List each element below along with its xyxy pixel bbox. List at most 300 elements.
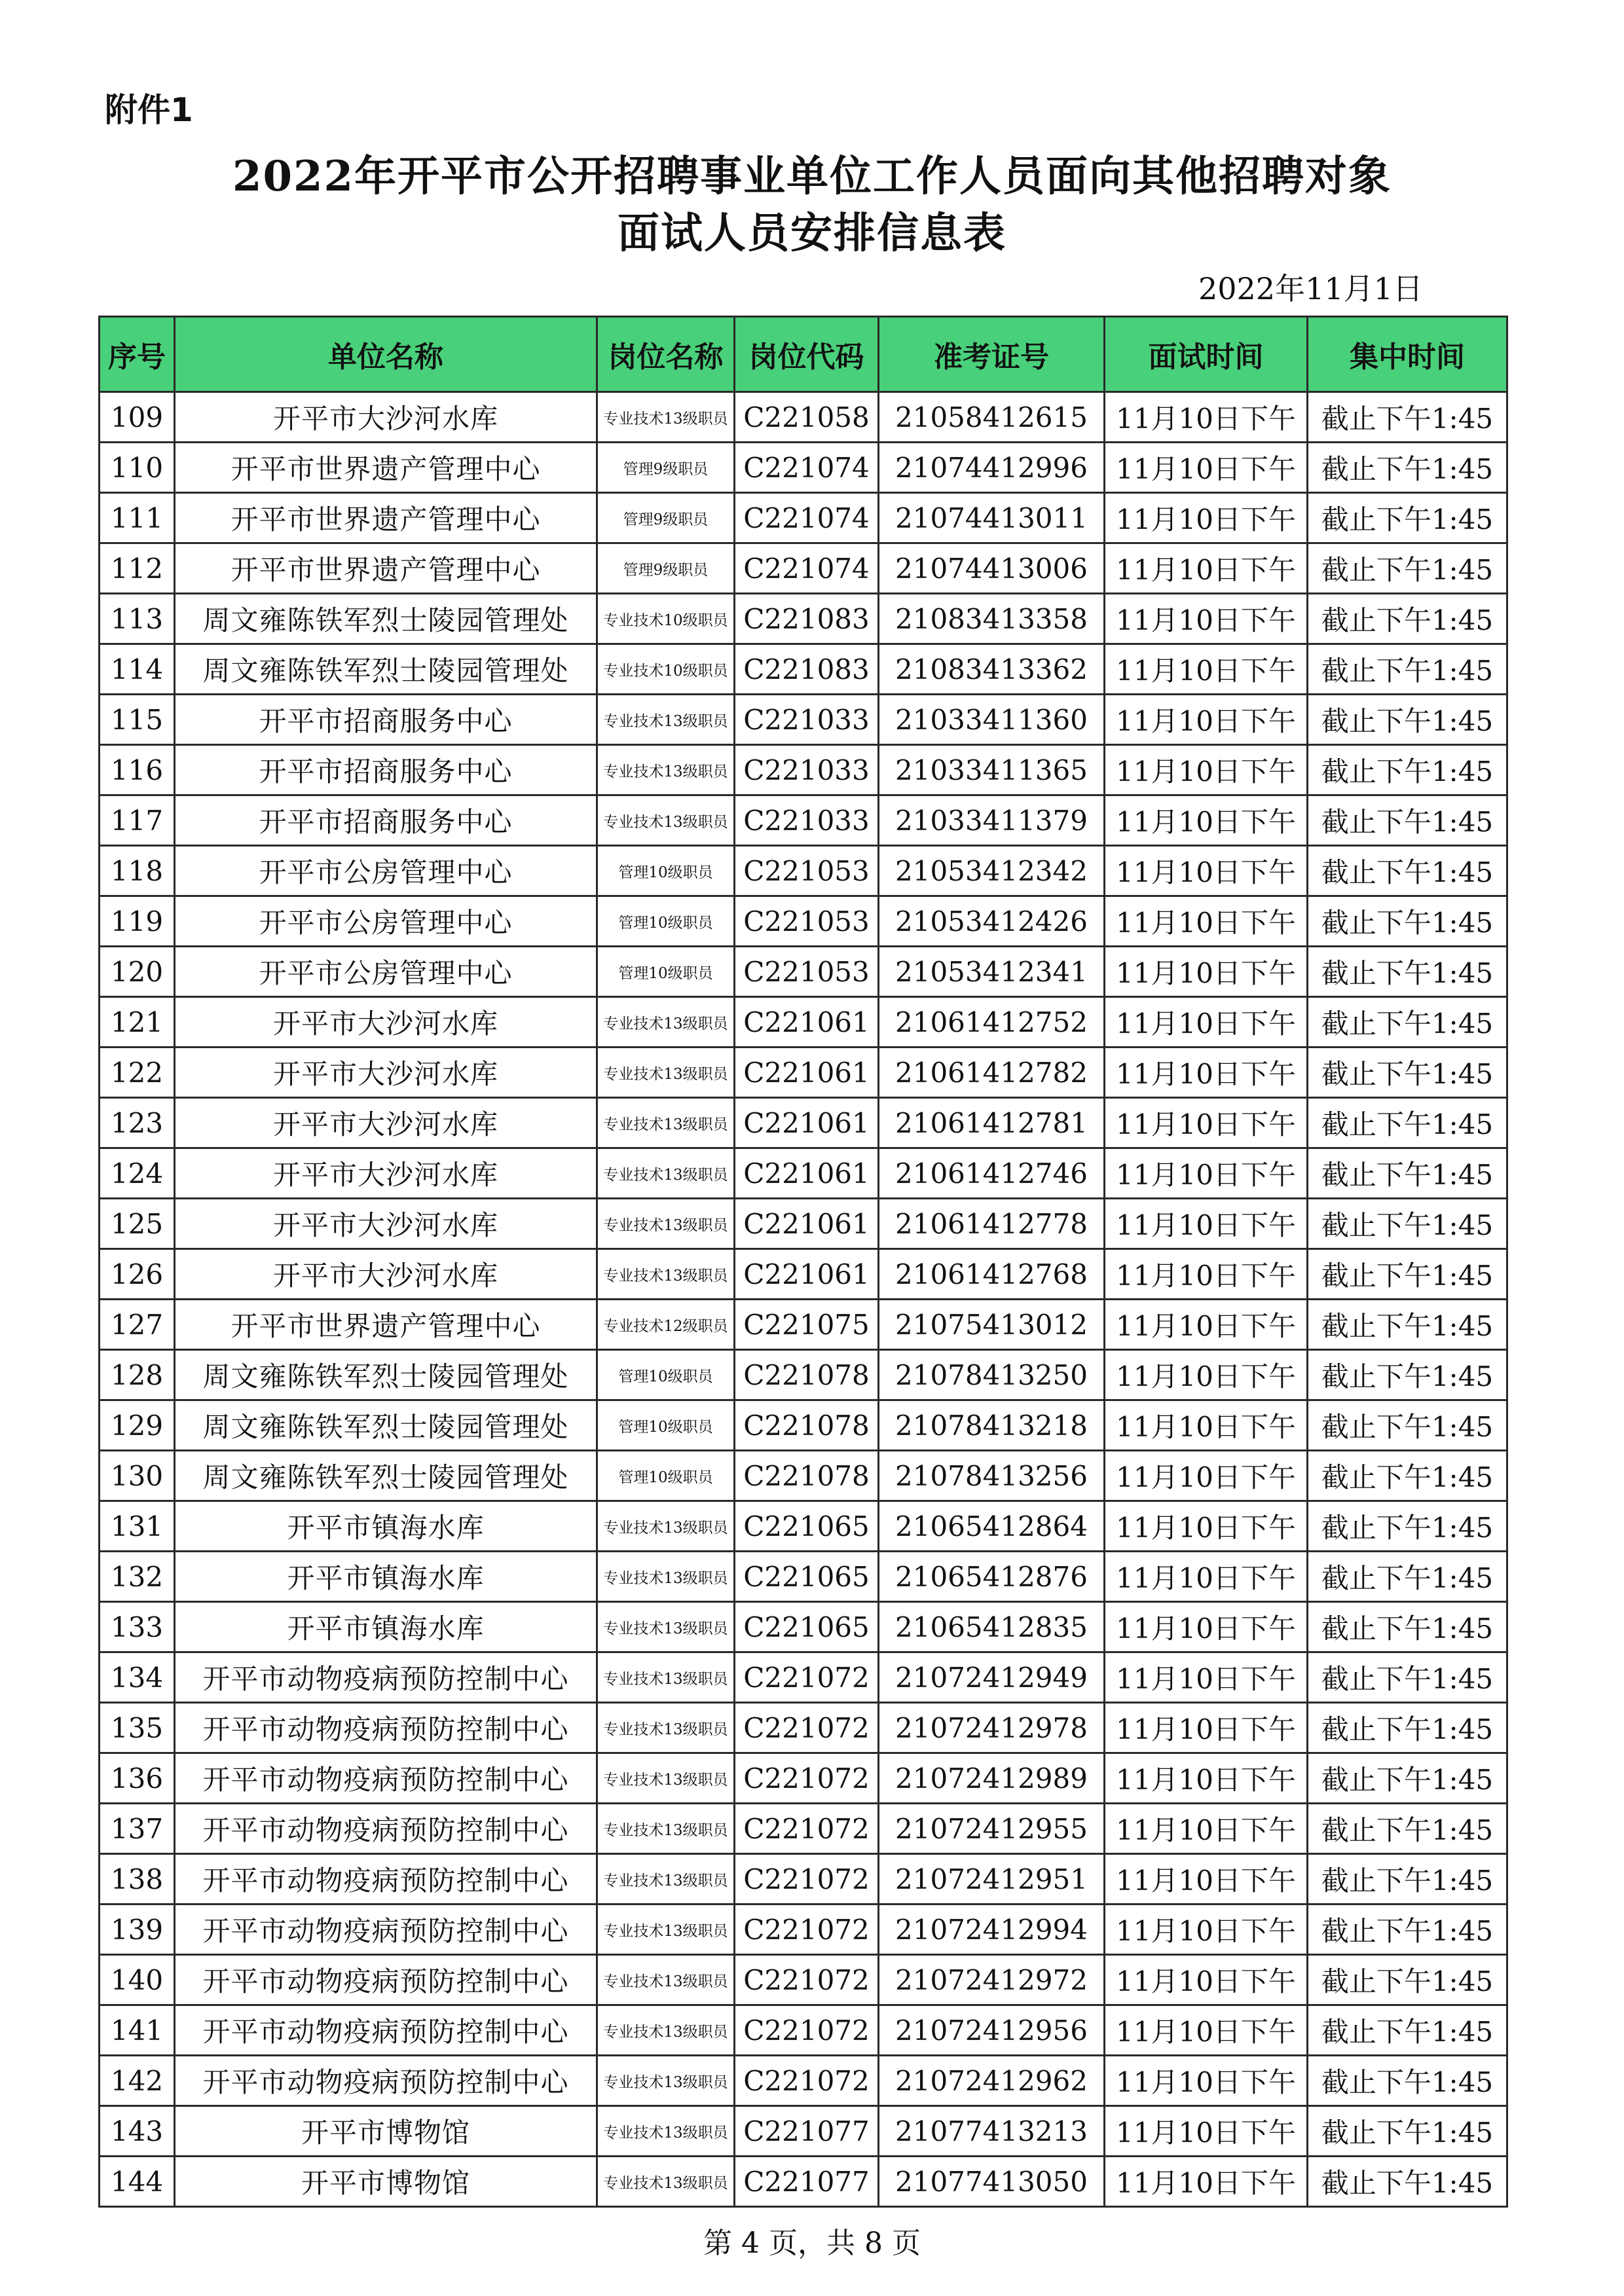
- cell-position-name: 专业技术13级职员: [597, 1552, 735, 1602]
- header-admission-number: 准考证号: [879, 317, 1105, 392]
- cell-assembly-time: 截止下午1:45: [1308, 1199, 1507, 1249]
- cell-position-code: C221072: [735, 2056, 879, 2106]
- table-row: [100, 1602, 1507, 1652]
- header-index: 序号: [100, 317, 175, 392]
- table-row: [100, 2005, 1507, 2056]
- cell-assembly-time: 截止下午1:45: [1308, 443, 1507, 493]
- cell-interview-time: 11月10日下午: [1105, 1249, 1308, 1300]
- table-row: [100, 392, 1507, 443]
- header-position-name: 岗位名称: [597, 317, 735, 392]
- cell-interview-time: 11月10日下午: [1105, 1451, 1308, 1501]
- cell-admission-number: 21074413006: [879, 543, 1105, 594]
- cell-interview-time: 11月10日下午: [1105, 2157, 1308, 2207]
- cell-unit-name: 开平市动物疫病预防控制中心: [175, 2005, 597, 2056]
- table-row: [100, 1904, 1507, 1955]
- table-row: [100, 1400, 1507, 1451]
- cell-index: 124: [100, 1148, 175, 1199]
- page-footer: 第 4 页，共 8 页: [703, 2227, 921, 2260]
- cell-index: 119: [100, 896, 175, 947]
- cell-assembly-time: 截止下午1:45: [1308, 493, 1507, 543]
- cell-interview-time: 11月10日下午: [1105, 1753, 1308, 1804]
- cell-position-name: 专业技术13级职员: [597, 1652, 735, 1703]
- cell-index: 142: [100, 2056, 175, 2106]
- cell-index: 112: [100, 543, 175, 594]
- cell-unit-name: 开平市大沙河水库: [175, 1098, 597, 1148]
- cell-interview-time: 11月10日下午: [1105, 1703, 1308, 1753]
- cell-interview-time: 11月10日下午: [1105, 745, 1308, 795]
- table-row: [100, 947, 1507, 997]
- cell-index: 110: [100, 443, 175, 493]
- cell-admission-number: 21065412864: [879, 1501, 1105, 1552]
- cell-interview-time: 11月10日下午: [1105, 1804, 1308, 1854]
- cell-assembly-time: 截止下午1:45: [1308, 745, 1507, 795]
- cell-index: 113: [100, 594, 175, 644]
- cell-assembly-time: 截止下午1:45: [1308, 2005, 1507, 2056]
- cell-assembly-time: 截止下午1:45: [1308, 1350, 1507, 1400]
- table-row: [100, 1552, 1507, 1602]
- cell-index: 111: [100, 493, 175, 543]
- cell-admission-number: 21072412978: [879, 1703, 1105, 1753]
- cell-assembly-time: 截止下午1:45: [1308, 1804, 1507, 1854]
- cell-assembly-time: 截止下午1:45: [1308, 1602, 1507, 1652]
- cell-unit-name: 开平市公房管理中心: [175, 846, 597, 896]
- cell-assembly-time: 截止下午1:45: [1308, 695, 1507, 745]
- cell-admission-number: 21033411360: [879, 695, 1105, 745]
- cell-interview-time: 11月10日下午: [1105, 695, 1308, 745]
- cell-position-code: C221061: [735, 1199, 879, 1249]
- table-row: [100, 1753, 1507, 1804]
- cell-admission-number: 21072412972: [879, 1955, 1105, 2005]
- cell-interview-time: 11月10日下午: [1105, 1955, 1308, 2005]
- table-row: [100, 1048, 1507, 1098]
- cell-interview-time: 11月10日下午: [1105, 2056, 1308, 2106]
- cell-interview-time: 11月10日下午: [1105, 594, 1308, 644]
- cell-admission-number: 21072412951: [879, 1854, 1105, 1904]
- table-row: [100, 1249, 1507, 1300]
- cell-assembly-time: 截止下午1:45: [1308, 1300, 1507, 1350]
- cell-position-name: 专业技术10级职员: [597, 644, 735, 695]
- cell-position-code: C221061: [735, 1098, 879, 1148]
- cell-interview-time: 11月10日下午: [1105, 1854, 1308, 1904]
- cell-admission-number: 21077413050: [879, 2157, 1105, 2207]
- cell-unit-name: 开平市镇海水库: [175, 1501, 597, 1552]
- cell-interview-time: 11月10日下午: [1105, 1552, 1308, 1602]
- cell-position-name: 管理10级职员: [597, 846, 735, 896]
- cell-interview-time: 11月10日下午: [1105, 1350, 1308, 1400]
- cell-position-name: 专业技术10级职员: [597, 594, 735, 644]
- cell-position-code: C221033: [735, 695, 879, 745]
- cell-position-name: 专业技术13级职员: [597, 1854, 735, 1904]
- table-row: [100, 1501, 1507, 1552]
- cell-position-code: C221077: [735, 2157, 879, 2207]
- attachment-label: 附件1: [105, 91, 193, 129]
- table-row: [100, 695, 1507, 745]
- cell-interview-time: 11月10日下午: [1105, 1652, 1308, 1703]
- cell-admission-number: 21061412781: [879, 1098, 1105, 1148]
- header-position-code: 岗位代码: [735, 317, 879, 392]
- cell-assembly-time: 截止下午1:45: [1308, 795, 1507, 846]
- cell-position-code: C221072: [735, 1703, 879, 1753]
- table-header-row: [100, 317, 1507, 392]
- cell-interview-time: 11月10日下午: [1105, 846, 1308, 896]
- cell-index: 120: [100, 947, 175, 997]
- cell-index: 128: [100, 1350, 175, 1400]
- cell-position-name: 管理10级职员: [597, 896, 735, 947]
- cell-interview-time: 11月10日下午: [1105, 543, 1308, 594]
- cell-admission-number: 21072412956: [879, 2005, 1105, 2056]
- cell-position-name: 管理9级职员: [597, 493, 735, 543]
- cell-unit-name: 开平市动物疫病预防控制中心: [175, 1854, 597, 1904]
- cell-position-code: C221078: [735, 1451, 879, 1501]
- cell-admission-number: 21061412768: [879, 1249, 1105, 1300]
- cell-position-code: C221077: [735, 2106, 879, 2157]
- cell-assembly-time: 截止下午1:45: [1308, 594, 1507, 644]
- cell-unit-name: 开平市公房管理中心: [175, 896, 597, 947]
- cell-position-name: 专业技术13级职员: [597, 2005, 735, 2056]
- cell-unit-name: 开平市动物疫病预防控制中心: [175, 1703, 597, 1753]
- cell-unit-name: 开平市镇海水库: [175, 1602, 597, 1652]
- cell-index: 133: [100, 1602, 175, 1652]
- table-row: [100, 1350, 1507, 1400]
- cell-index: 116: [100, 745, 175, 795]
- cell-assembly-time: 截止下午1:45: [1308, 1400, 1507, 1451]
- cell-index: 127: [100, 1300, 175, 1350]
- cell-unit-name: 周文雍陈铁军烈士陵园管理处: [175, 1350, 597, 1400]
- cell-position-code: C221065: [735, 1602, 879, 1652]
- cell-assembly-time: 截止下午1:45: [1308, 1451, 1507, 1501]
- cell-assembly-time: 截止下午1:45: [1308, 1501, 1507, 1552]
- cell-index: 139: [100, 1904, 175, 1955]
- cell-position-code: C221072: [735, 1804, 879, 1854]
- cell-interview-time: 11月10日下午: [1105, 493, 1308, 543]
- cell-unit-name: 开平市动物疫病预防控制中心: [175, 2056, 597, 2106]
- cell-unit-name: 开平市世界遗产管理中心: [175, 543, 597, 594]
- cell-position-name: 专业技术13级职员: [597, 1501, 735, 1552]
- cell-unit-name: 开平市动物疫病预防控制中心: [175, 1955, 597, 2005]
- cell-index: 130: [100, 1451, 175, 1501]
- cell-position-name: 专业技术13级职员: [597, 1148, 735, 1199]
- cell-interview-time: 11月10日下午: [1105, 947, 1308, 997]
- cell-index: 121: [100, 997, 175, 1048]
- cell-index: 122: [100, 1048, 175, 1098]
- cell-admission-number: 21061412752: [879, 997, 1105, 1048]
- cell-admission-number: 21065412876: [879, 1552, 1105, 1602]
- cell-position-code: C221074: [735, 543, 879, 594]
- cell-position-code: C221033: [735, 795, 879, 846]
- cell-index: 141: [100, 2005, 175, 2056]
- cell-position-code: C221072: [735, 1854, 879, 1904]
- table-row: [100, 1955, 1507, 2005]
- table-row: [100, 997, 1507, 1048]
- cell-position-name: 管理9级职员: [597, 443, 735, 493]
- header-interview-time: 面试时间: [1105, 317, 1308, 392]
- table-row: [100, 543, 1507, 594]
- cell-interview-time: 11月10日下午: [1105, 1400, 1308, 1451]
- cell-assembly-time: 截止下午1:45: [1308, 644, 1507, 695]
- cell-admission-number: 21058412615: [879, 392, 1105, 443]
- cell-position-code: C221074: [735, 493, 879, 543]
- cell-interview-time: 11月10日下午: [1105, 997, 1308, 1048]
- cell-position-code: C221072: [735, 1753, 879, 1804]
- document-title-line-1: 2022年开平市公开招聘事业单位工作人员面向其他招聘对象: [232, 152, 1392, 201]
- cell-assembly-time: 截止下午1:45: [1308, 1249, 1507, 1300]
- cell-interview-time: 11月10日下午: [1105, 1048, 1308, 1098]
- cell-unit-name: 开平市动物疫病预防控制中心: [175, 1753, 597, 1804]
- cell-index: 115: [100, 695, 175, 745]
- cell-index: 123: [100, 1098, 175, 1148]
- table-row: [100, 594, 1507, 644]
- cell-position-name: 专业技术13级职员: [597, 795, 735, 846]
- cell-assembly-time: 截止下午1:45: [1308, 947, 1507, 997]
- cell-unit-name: 周文雍陈铁军烈士陵园管理处: [175, 594, 597, 644]
- document-date: 2022年11月1日: [1198, 271, 1423, 306]
- cell-position-name: 专业技术13级职员: [597, 2106, 735, 2157]
- cell-unit-name: 周文雍陈铁军烈士陵园管理处: [175, 1451, 597, 1501]
- cell-interview-time: 11月10日下午: [1105, 896, 1308, 947]
- cell-interview-time: 11月10日下午: [1105, 1300, 1308, 1350]
- table-row: [100, 1098, 1507, 1148]
- table-row: [100, 1652, 1507, 1703]
- cell-admission-number: 21061412782: [879, 1048, 1105, 1098]
- cell-position-code: C221053: [735, 846, 879, 896]
- cell-position-name: 专业技术13级职员: [597, 997, 735, 1048]
- cell-position-name: 管理10级职员: [597, 1400, 735, 1451]
- table-row: [100, 1300, 1507, 1350]
- cell-admission-number: 21078413218: [879, 1400, 1105, 1451]
- cell-unit-name: 开平市博物馆: [175, 2157, 597, 2207]
- cell-unit-name: 开平市大沙河水库: [175, 997, 597, 1048]
- cell-admission-number: 21075413012: [879, 1300, 1105, 1350]
- interview-schedule-table: [98, 316, 1508, 2208]
- cell-admission-number: 21078413250: [879, 1350, 1105, 1400]
- cell-unit-name: 开平市世界遗产管理中心: [175, 1300, 597, 1350]
- table-row: [100, 1148, 1507, 1199]
- cell-unit-name: 开平市镇海水库: [175, 1552, 597, 1602]
- cell-assembly-time: 截止下午1:45: [1308, 1703, 1507, 1753]
- cell-interview-time: 11月10日下午: [1105, 443, 1308, 493]
- cell-position-name: 专业技术13级职员: [597, 392, 735, 443]
- cell-position-code: C221074: [735, 443, 879, 493]
- cell-unit-name: 开平市动物疫病预防控制中心: [175, 1652, 597, 1703]
- cell-assembly-time: 截止下午1:45: [1308, 1048, 1507, 1098]
- table-row: [100, 795, 1507, 846]
- cell-interview-time: 11月10日下午: [1105, 392, 1308, 443]
- cell-assembly-time: 截止下午1:45: [1308, 1904, 1507, 1955]
- table-row: [100, 896, 1507, 947]
- cell-unit-name: 开平市招商服务中心: [175, 745, 597, 795]
- cell-interview-time: 11月10日下午: [1105, 1602, 1308, 1652]
- cell-position-name: 管理10级职员: [597, 1350, 735, 1400]
- table-row: [100, 1199, 1507, 1249]
- cell-assembly-time: 截止下午1:45: [1308, 1552, 1507, 1602]
- cell-position-code: C221033: [735, 745, 879, 795]
- cell-position-code: C221061: [735, 1249, 879, 1300]
- cell-position-code: C221083: [735, 644, 879, 695]
- cell-index: 138: [100, 1854, 175, 1904]
- cell-admission-number: 21078413256: [879, 1451, 1105, 1501]
- cell-position-name: 专业技术13级职员: [597, 1048, 735, 1098]
- cell-unit-name: 开平市大沙河水库: [175, 1199, 597, 1249]
- cell-unit-name: 开平市大沙河水库: [175, 1148, 597, 1199]
- cell-assembly-time: 截止下午1:45: [1308, 1955, 1507, 2005]
- cell-unit-name: 周文雍陈铁军烈士陵园管理处: [175, 1400, 597, 1451]
- cell-interview-time: 11月10日下午: [1105, 1904, 1308, 1955]
- cell-unit-name: 开平市大沙河水库: [175, 1249, 597, 1300]
- cell-unit-name: 开平市公房管理中心: [175, 947, 597, 997]
- table-body: [100, 392, 1507, 2207]
- document-title-line-2: 面试人员安排信息表: [618, 209, 1006, 258]
- cell-index: 143: [100, 2106, 175, 2157]
- cell-assembly-time: 截止下午1:45: [1308, 1148, 1507, 1199]
- cell-index: 125: [100, 1199, 175, 1249]
- cell-assembly-time: 截止下午1:45: [1308, 846, 1507, 896]
- cell-index: 126: [100, 1249, 175, 1300]
- cell-index: 131: [100, 1501, 175, 1552]
- cell-admission-number: 21061412746: [879, 1148, 1105, 1199]
- cell-position-code: C221083: [735, 594, 879, 644]
- cell-position-code: C221075: [735, 1300, 879, 1350]
- header-unit-name: 单位名称: [175, 317, 597, 392]
- cell-index: 137: [100, 1804, 175, 1854]
- table-row: [100, 2157, 1507, 2207]
- cell-assembly-time: 截止下午1:45: [1308, 1854, 1507, 1904]
- cell-assembly-time: 截止下午1:45: [1308, 2106, 1507, 2157]
- cell-position-name: 专业技术13级职员: [597, 2056, 735, 2106]
- cell-assembly-time: 截止下午1:45: [1308, 392, 1507, 443]
- cell-admission-number: 21065412835: [879, 1602, 1105, 1652]
- cell-admission-number: 21072412962: [879, 2056, 1105, 2106]
- cell-unit-name: 开平市招商服务中心: [175, 695, 597, 745]
- cell-position-name: 专业技术13级职员: [597, 1098, 735, 1148]
- table-row: [100, 1804, 1507, 1854]
- cell-interview-time: 11月10日下午: [1105, 2106, 1308, 2157]
- cell-assembly-time: 截止下午1:45: [1308, 543, 1507, 594]
- cell-position-name: 专业技术13级职员: [597, 695, 735, 745]
- cell-unit-name: 开平市动物疫病预防控制中心: [175, 1804, 597, 1854]
- cell-position-name: 专业技术13级职员: [597, 1753, 735, 1804]
- cell-interview-time: 11月10日下午: [1105, 2005, 1308, 2056]
- table-row: [100, 1451, 1507, 1501]
- cell-index: 114: [100, 644, 175, 695]
- cell-index: 135: [100, 1703, 175, 1753]
- cell-position-name: 专业技术13级职员: [597, 1703, 735, 1753]
- table-row: [100, 443, 1507, 493]
- cell-admission-number: 21072412949: [879, 1652, 1105, 1703]
- cell-unit-name: 开平市动物疫病预防控制中心: [175, 1904, 597, 1955]
- cell-interview-time: 11月10日下午: [1105, 1501, 1308, 1552]
- table-row: [100, 1703, 1507, 1753]
- cell-position-name: 专业技术12级职员: [597, 1300, 735, 1350]
- cell-position-name: 专业技术13级职员: [597, 1804, 735, 1854]
- cell-index: 136: [100, 1753, 175, 1804]
- cell-index: 117: [100, 795, 175, 846]
- cell-index: 109: [100, 392, 175, 443]
- cell-position-code: C221065: [735, 1501, 879, 1552]
- cell-admission-number: 21033411365: [879, 745, 1105, 795]
- cell-position-code: C221065: [735, 1552, 879, 1602]
- cell-position-code: C221053: [735, 947, 879, 997]
- cell-position-name: 专业技术13级职员: [597, 1602, 735, 1652]
- cell-position-name: 管理10级职员: [597, 1451, 735, 1501]
- cell-admission-number: 21074412996: [879, 443, 1105, 493]
- cell-unit-name: 开平市大沙河水库: [175, 392, 597, 443]
- cell-assembly-time: 截止下午1:45: [1308, 1098, 1507, 1148]
- cell-admission-number: 21077413213: [879, 2106, 1105, 2157]
- cell-index: 129: [100, 1400, 175, 1451]
- cell-position-code: C221061: [735, 1048, 879, 1098]
- cell-index: 134: [100, 1652, 175, 1703]
- cell-unit-name: 开平市招商服务中心: [175, 795, 597, 846]
- cell-unit-name: 开平市世界遗产管理中心: [175, 443, 597, 493]
- cell-unit-name: 周文雍陈铁军烈士陵园管理处: [175, 644, 597, 695]
- cell-position-name: 管理9级职员: [597, 543, 735, 594]
- table-row: [100, 2056, 1507, 2106]
- table-row: [100, 493, 1507, 543]
- cell-admission-number: 21074413011: [879, 493, 1105, 543]
- cell-interview-time: 11月10日下午: [1105, 1098, 1308, 1148]
- cell-position-name: 专业技术13级职员: [597, 745, 735, 795]
- cell-position-code: C221072: [735, 1652, 879, 1703]
- cell-admission-number: 21083413362: [879, 644, 1105, 695]
- cell-position-name: 专业技术13级职员: [597, 1199, 735, 1249]
- cell-position-code: C221072: [735, 1955, 879, 2005]
- cell-index: 132: [100, 1552, 175, 1602]
- table-row: [100, 2106, 1507, 2157]
- table-row: [100, 846, 1507, 896]
- cell-position-code: C221053: [735, 896, 879, 947]
- cell-assembly-time: 截止下午1:45: [1308, 2056, 1507, 2106]
- cell-position-code: C221078: [735, 1350, 879, 1400]
- table-row: [100, 644, 1507, 695]
- cell-unit-name: 开平市大沙河水库: [175, 1048, 597, 1098]
- cell-admission-number: 21061412778: [879, 1199, 1105, 1249]
- cell-interview-time: 11月10日下午: [1105, 795, 1308, 846]
- cell-position-code: C221061: [735, 997, 879, 1048]
- cell-admission-number: 21053412341: [879, 947, 1105, 997]
- cell-assembly-time: 截止下午1:45: [1308, 1652, 1507, 1703]
- cell-assembly-time: 截止下午1:45: [1308, 896, 1507, 947]
- cell-admission-number: 21053412342: [879, 846, 1105, 896]
- cell-position-name: 专业技术13级职员: [597, 1904, 735, 1955]
- cell-admission-number: 21072412955: [879, 1804, 1105, 1854]
- cell-position-code: C221078: [735, 1400, 879, 1451]
- header-assembly-time: 集中时间: [1308, 317, 1507, 392]
- table-row: [100, 1854, 1507, 1904]
- cell-unit-name: 开平市世界遗产管理中心: [175, 493, 597, 543]
- cell-position-name: 管理10级职员: [597, 947, 735, 997]
- cell-assembly-time: 截止下午1:45: [1308, 1753, 1507, 1804]
- cell-interview-time: 11月10日下午: [1105, 644, 1308, 695]
- cell-admission-number: 21083413358: [879, 594, 1105, 644]
- cell-admission-number: 21033411379: [879, 795, 1105, 846]
- cell-index: 140: [100, 1955, 175, 2005]
- cell-position-code: C221058: [735, 392, 879, 443]
- cell-position-name: 专业技术13级职员: [597, 2157, 735, 2207]
- cell-interview-time: 11月10日下午: [1105, 1148, 1308, 1199]
- cell-index: 144: [100, 2157, 175, 2207]
- cell-position-code: C221072: [735, 2005, 879, 2056]
- cell-assembly-time: 截止下午1:45: [1308, 2157, 1507, 2207]
- cell-position-code: C221061: [735, 1148, 879, 1199]
- cell-interview-time: 11月10日下午: [1105, 1199, 1308, 1249]
- cell-index: 118: [100, 846, 175, 896]
- table-row: [100, 745, 1507, 795]
- cell-position-name: 专业技术13级职员: [597, 1955, 735, 2005]
- cell-unit-name: 开平市博物馆: [175, 2106, 597, 2157]
- cell-position-code: C221072: [735, 1904, 879, 1955]
- cell-admission-number: 21053412426: [879, 896, 1105, 947]
- cell-position-name: 专业技术13级职员: [597, 1249, 735, 1300]
